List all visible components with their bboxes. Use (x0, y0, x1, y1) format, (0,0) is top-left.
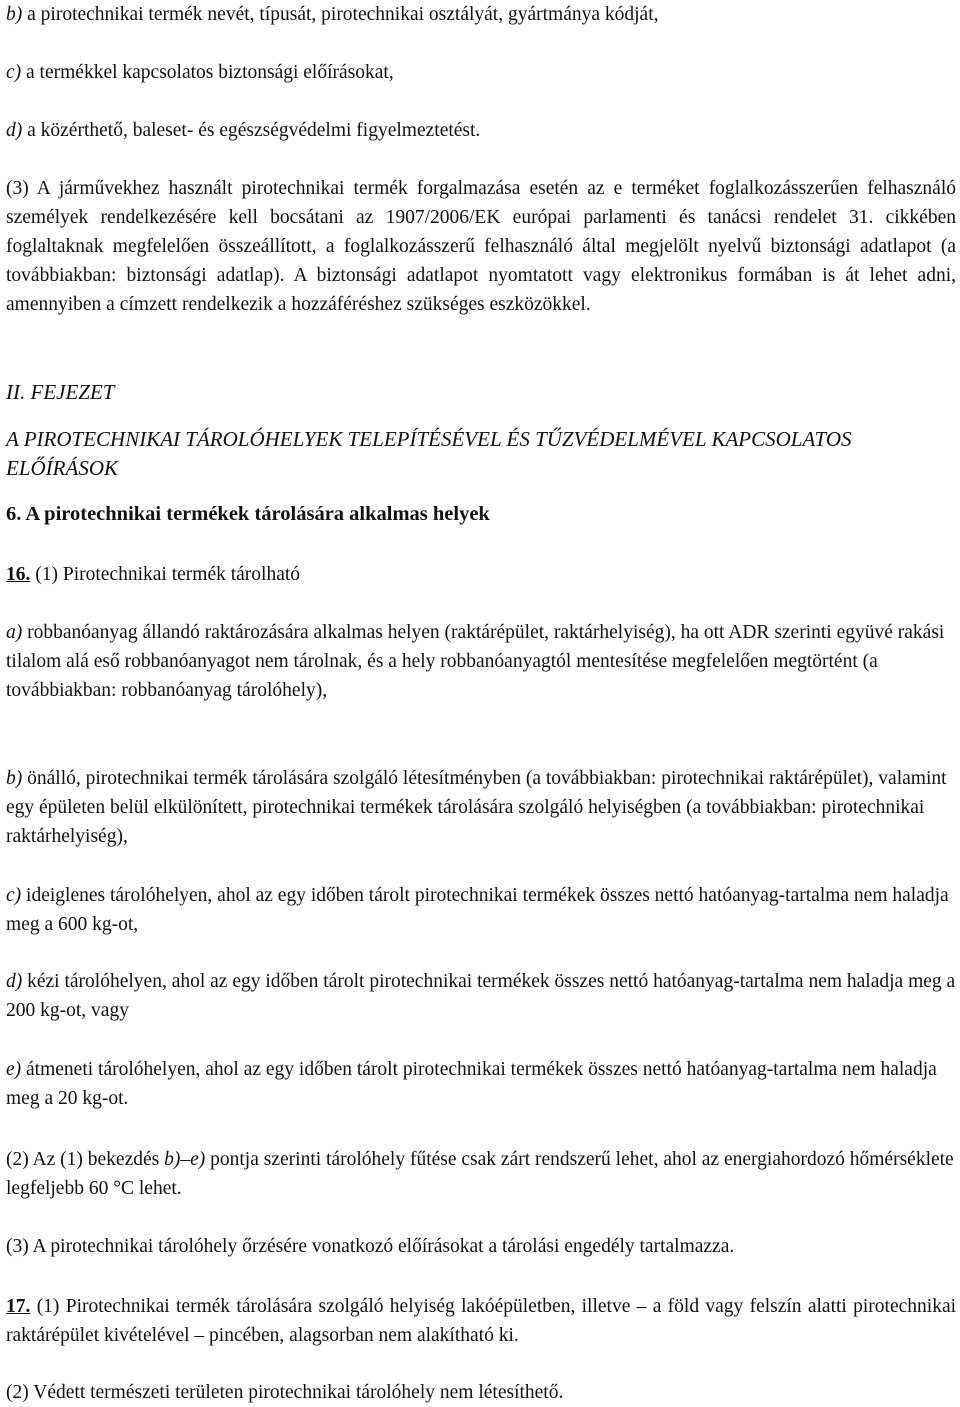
list-item-c (6, 58, 956, 87)
paragraph-text: pontja szerinti tárolóhely fűtése csak zárt rendszerű lehet, ahol az energiahordozó hőmérséklete legfeljebb 60 °C lehet. (6, 1149, 954, 1199)
item-marker: a) (6, 622, 23, 643)
list-item-d (6, 116, 956, 145)
list-item-e (6, 1055, 956, 1113)
item-text: kézi tárolóhelyen, ahol az egy időben tárolt pirotechnikai termékek összes nettó hatóanyag-tartalma nem haladja meg a 200 kg-ot, vagy (6, 971, 956, 1021)
item-text: átmeneti tárolóhelyen, ahol az egy időben tárolt pirotechnikai termékek összes nettó hatóanyag-tartalma nem haladja meg a 20 kg-ot. (6, 1059, 937, 1109)
chapter-title: A PIROTECHNIKAI TÁROLÓHELYEK TELEPÍTÉSÉVEL ÉS TŰZVÉDELMÉVEL KAPCSOLATOS ELŐÍRÁSOK (6, 427, 852, 480)
item-text: a pirotechnikai termék nevét, típusát, pirotechnikai osztályát, gyártmánya kódját, (22, 4, 659, 25)
item-text: a termékkel kapcsolatos biztonsági előírásokat, (21, 62, 394, 83)
item-marker: c) (6, 885, 22, 906)
intro-text: (1) Pirotechnikai termék tárolható (35, 564, 301, 585)
item-text: ideiglenes tárolóhelyen, ahol az egy időben tárolt pirotechnikai termékek összes nettó hatóanyag-tartalma nem haladja meg a 600 kg-ot, (6, 885, 949, 935)
paragraph-3: (3) A járművekhez használt pirotechnikai termék forgalmazása esetén az e terméket foglalkozásszerűen felhasználó személyek rendelkezésére kell bocsátani az 1907/2006/EK európai parlamenti és tanácsi rendelet 31. cikkében foglaltaknak megfelelően összeállított, a foglalkozásszerű felhasználó által megjelölt nyelvű biztonsági adatlapot (a továbbiakban: biztonsági adatlap). A biztonsági adatlapot nyomtatott vagy elektronikus formában is át lehet adni, amennyiben a címzett rendelkezik a hozzáféréshez szükséges eszközökkel. (6, 178, 956, 315)
paragraph-text: (1) Pirotechnikai termék tárolására szolgáló helyiség lakóépületben, illetve – a föld vagy felszín alatti pirotechnikai raktárépület kivételével – pincében, alagsorban nem alakítható ki. (6, 1296, 957, 1346)
section-title: 6. A pirotechnikai termékek tárolására alkalmas helyek (6, 503, 490, 525)
section-number: 17. (6, 1296, 31, 1317)
list-item-b2 (6, 764, 956, 851)
list-item-b (6, 0, 956, 29)
section-17-paragraph-1 (6, 1292, 956, 1350)
paragraph-text: (2) Az (1) bekezdés (6, 1149, 165, 1170)
item-marker: c) (6, 62, 22, 83)
section-16-intro (6, 560, 956, 589)
section-17-paragraph-2: (2) Védett természeti területen pirotechnikai tárolóhely nem létesíthető. (6, 1382, 564, 1403)
chapter-number: II. FEJEZET (6, 380, 115, 404)
list-item-d2 (6, 967, 956, 1025)
item-marker: e) (6, 1059, 22, 1080)
item-marker: b) (6, 768, 23, 789)
item-marker: d) (6, 120, 23, 141)
item-marker: d) (6, 971, 23, 992)
point-reference: b)–e) (164, 1149, 206, 1170)
section-number: 16. (6, 564, 31, 585)
list-item-c2 (6, 881, 956, 939)
section-16-paragraph-2 (6, 1145, 956, 1203)
section-16-paragraph-3: (3) A pirotechnikai tárolóhely őrzésére vonatkozó előírásokat a tárolási engedély tartalmazza. (6, 1236, 735, 1257)
list-item-a (6, 618, 956, 705)
item-text: önálló, pirotechnikai termék tárolására szolgáló létesítményben (a továbbiakban: pirotechnikai raktárépület), valamint egy épületen belül elkülönített, pirotechnikai termékek tárolására szolgáló helyiségben (a továbbiakban: pirotechnikai raktárhelyiség), (6, 768, 947, 847)
item-text: a közérthető, baleset- és egészségvédelmi figyelmeztetést. (22, 120, 481, 141)
item-marker: b) (6, 4, 23, 25)
item-text: robbanóanyag állandó raktározására alkalmas helyen (raktárépület, raktárhelyiség), ha ott ADR szerinti együvé rakási tilalom alá eső robbanóanyagot nem tárolnak, és a hely robbanóanyagtól mentesítése megfelelően megtörtént (a továbbiakban: robbanóanyag tárolóhely), (6, 622, 945, 701)
